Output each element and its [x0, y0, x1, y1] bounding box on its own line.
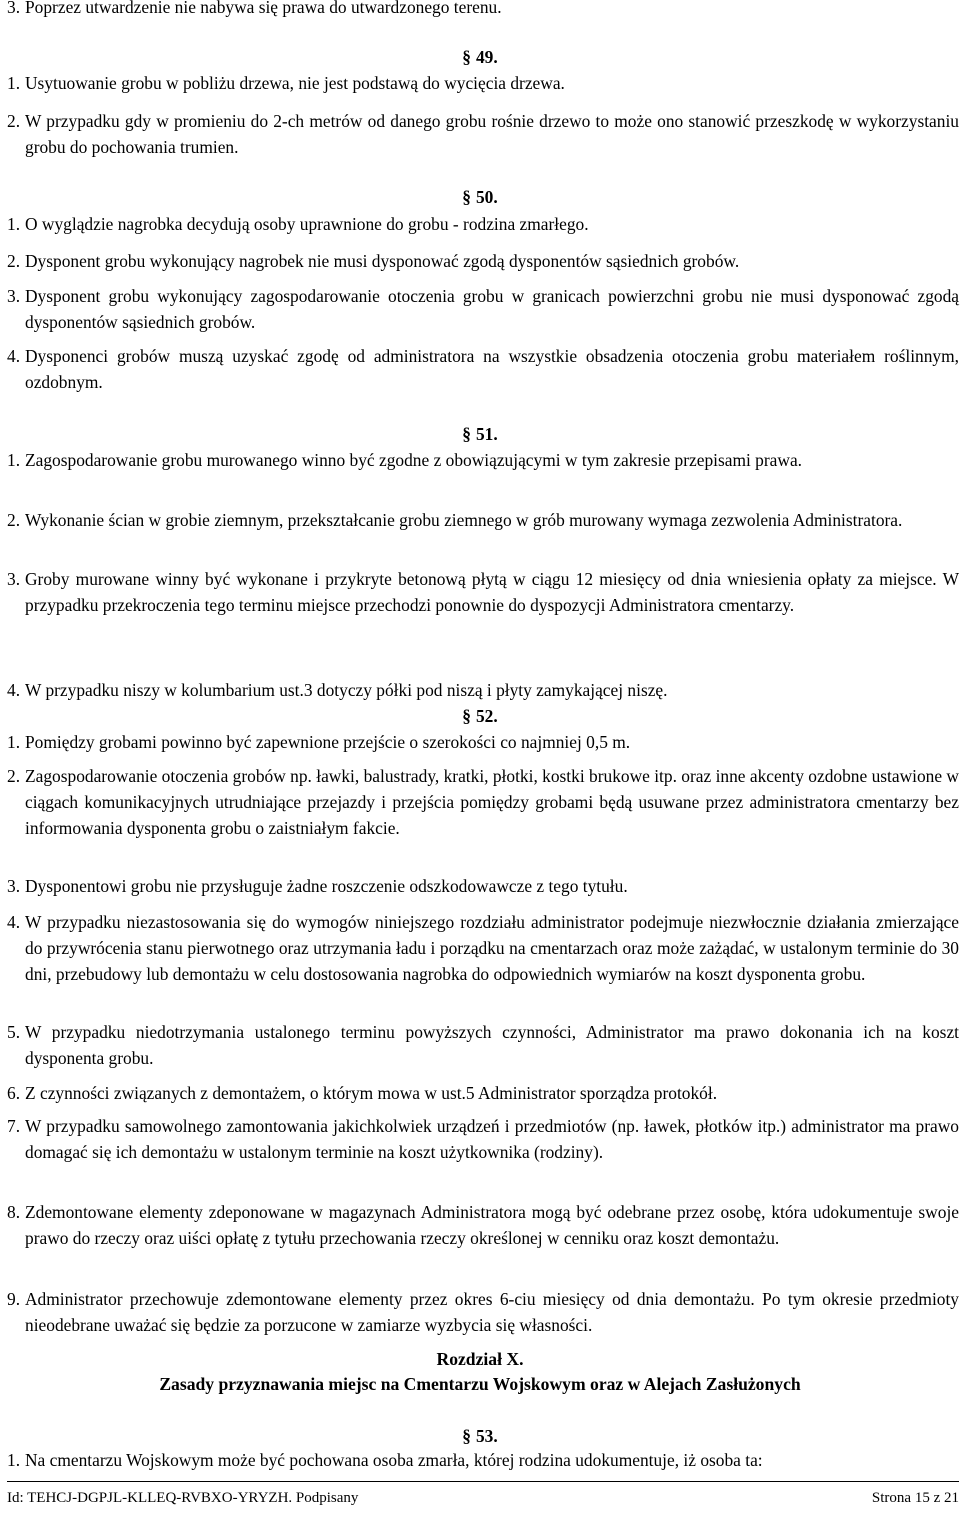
item-text: Na cmentarzu Wojskowym może być pochowana osoba zmarła, której rodzina udokumentuje, iż osoba ta: [25, 1450, 763, 1470]
item-number: 2. [7, 510, 21, 530]
list-item [7, 447, 959, 473]
item-number: 2. [7, 766, 21, 786]
section-mark: § [462, 424, 471, 444]
section-heading-50 [0, 184, 960, 210]
chapter-title: Zasady przyznawania miejsc na Cmentarzu Wojskowym oraz w Alejach Zasłużonych [159, 1374, 801, 1394]
item-number: 2. [7, 251, 21, 271]
item-number: 4. [7, 912, 21, 932]
item-text: Zagospodarowanie grobu murowanego winno być zgodne z obowiązującymi w tym zakresie przepisami prawa. [25, 450, 803, 470]
section-number: 52. [475, 706, 498, 726]
list-item [7, 1447, 959, 1473]
section-heading-51 [0, 421, 960, 447]
list-item [7, 248, 959, 274]
item-text: W przypadku niezastosowania się do wymogów niniejszego rozdziału administrator podejmuje niezwłocznie działania zmierzające do przywrócenia stanu pierwotnego oraz utrzymania ładu i porządku na cmentarzach oraz może zażądać, w ustalonym terminie do 30 dni, przebudowy lub demontażu w celu dostosowania nagrobka do odpowiednich wymiarów na koszt dysponenta grobu. [25, 912, 959, 984]
list-item [7, 343, 959, 395]
section-heading-53 [0, 1423, 960, 1449]
section-number: 51. [475, 424, 498, 444]
section-heading-49 [0, 44, 960, 70]
item-number: 3. [7, 569, 21, 589]
list-item [7, 108, 959, 160]
list-item [7, 283, 959, 335]
list-item [7, 1080, 959, 1106]
section-number: 50. [475, 187, 498, 207]
item-number: 1. [7, 214, 21, 234]
item-text: Groby murowane winny być wykonane i przykryte betonową płytą w ciągu 12 miesięcy od dnia wniesienia opłaty za miejsce. W przypadku przekroczenia tego terminu miejsce przechodzi ponownie do dyspozycji Administratora cmentarzy. [25, 569, 959, 615]
list-item [7, 566, 959, 618]
item-text: Zdemontowane elementy zdeponowane w magazynach Administratora mogą być odebrane przez osobę, która udokumentuje swoje prawo do rzeczy oraz uiści opłatę z tytułu przechowania rzeczy określonej w cenniku oraz koszt demontażu. [25, 1202, 959, 1248]
list-item [7, 1019, 959, 1071]
list-item [7, 729, 959, 755]
item-number: 8. [7, 1202, 21, 1222]
item-number: 3. [7, 876, 21, 896]
item-number: 6. [7, 1083, 21, 1103]
list-item [7, 1286, 959, 1338]
item-number: 3. [7, 0, 21, 17]
item-text: Z czynności związanych z demontażem, o którym mowa w ust.5 Administrator sporządza protokół. [25, 1083, 718, 1103]
chapter-label: Rozdział X. [436, 1349, 524, 1369]
item-text: Zagospodarowanie otoczenia grobów np. ławki, balustrady, kratki, płotki, kostki brukowe itp. oraz inne akcenty ozdobne ustawione w ciągach komunikacyjnych utrudniające przejazdy i przejścia pomiędzy grobami będą usuwane przez administratora cmentarzy bez informowania dysponenta grobu o zaistniałym fakcie. [25, 766, 959, 838]
page-number: Strona 15 z 21 [871, 1490, 959, 1506]
item-text: Poprzez utwardzenie nie nabywa się prawa do utwardzonego terenu. [25, 0, 502, 17]
item-text: Wykonanie ścian w grobie ziemnym, przekształcanie grobu ziemnego w grób murowany wymaga zezwolenia Administratora. [25, 510, 903, 530]
list-item [7, 70, 959, 96]
section-heading-52 [0, 703, 960, 729]
item-text: Dysponentowi grobu nie przysługuje żadne roszczenie odszkodowawcze z tego tytułu. [25, 876, 628, 896]
list-item [7, 1113, 959, 1165]
section-mark: § [462, 706, 471, 726]
item-text: Dysponent grobu wykonujący zagospodarowanie otoczenia grobu w granicach powierzchni grobu nie musi dysponować zgodą dysponentów sąsiednich grobów. [25, 286, 959, 332]
item-text: Administrator przechowuje zdemontowane elementy przez okres 6-ciu miesięcy od dnia demontażu. Po tym okresie przedmioty nieodebrane uważać się będzie za porzucone w zamiarze wyzbycia się własności. [25, 1289, 959, 1335]
item-number: 1. [7, 73, 21, 93]
list-item [7, 1199, 959, 1251]
section-mark: § [462, 47, 471, 67]
item-text: Pomiędzy grobami powinno być zapewnione przejście o szerokości co najmniej 0,5 m. [25, 732, 631, 752]
item-text: W przypadku niedotrzymania ustalonego terminu powyższych czynności, Administrator ma prawo dokonania ich na koszt dysponenta grobu. [25, 1022, 959, 1068]
list-item [7, 677, 959, 703]
item-number: 1. [7, 450, 21, 470]
item-number: 4. [7, 680, 21, 700]
item-text: Usytuowanie grobu w pobliżu drzewa, nie jest podstawą do wycięcia drzewa. [25, 73, 565, 93]
item-number: 1. [7, 732, 21, 752]
section-number: 53. [475, 1426, 498, 1446]
section-mark: § [462, 1426, 471, 1446]
list-item [7, 507, 959, 533]
item-number: 3. [7, 286, 21, 306]
list-item [7, 211, 959, 237]
item-number: 4. [7, 346, 21, 366]
footer-divider [7, 1481, 959, 1482]
item-number: 2. [7, 111, 21, 131]
item-text: W przypadku samowolnego zamontowania jakichkolwiek urządzeń i przedmiotów (np. ławek, płotków itp.) administrator ma prawo domagać się ich demontażu w ustalonym terminie na koszt użytkownika (rodziny). [25, 1116, 959, 1162]
list-item [7, 0, 959, 20]
section-mark: § [462, 187, 471, 207]
item-text: Dysponenci grobów muszą uzyskać zgodę od administratora na wszystkie obsadzenia otoczenia grobu materiałem roślinnym, ozdobnym. [25, 346, 959, 392]
item-text: W przypadku gdy w promieniu do 2-ch metrów od danego grobu rośnie drzewo to może ono stanowić przeszkodę w wykorzystaniu grobu do pochowania trumien. [25, 111, 959, 157]
document-id: Id: TEHCJ-DGPJL-KLLEQ-RVBXO-YRYZH. Podpisany [7, 1490, 359, 1506]
list-item [7, 873, 959, 899]
list-item [7, 909, 959, 987]
item-text: O wyglądzie nagrobka decydują osoby uprawnione do grobu - rodzina zmarłego. [25, 214, 589, 234]
item-number: 5. [7, 1022, 21, 1042]
item-text: W przypadku niszy w kolumbarium ust.3 dotyczy półki pod niszą i płyty zamykającej niszę. [25, 680, 668, 700]
item-text: Dysponent grobu wykonujący nagrobek nie musi dysponować zgodą dysponentów sąsiednich grobów. [25, 251, 740, 271]
item-number: 7. [7, 1116, 21, 1136]
item-number: 9. [7, 1289, 21, 1309]
item-number: 1. [7, 1450, 21, 1470]
list-item [7, 763, 959, 841]
section-number: 49. [475, 47, 498, 67]
